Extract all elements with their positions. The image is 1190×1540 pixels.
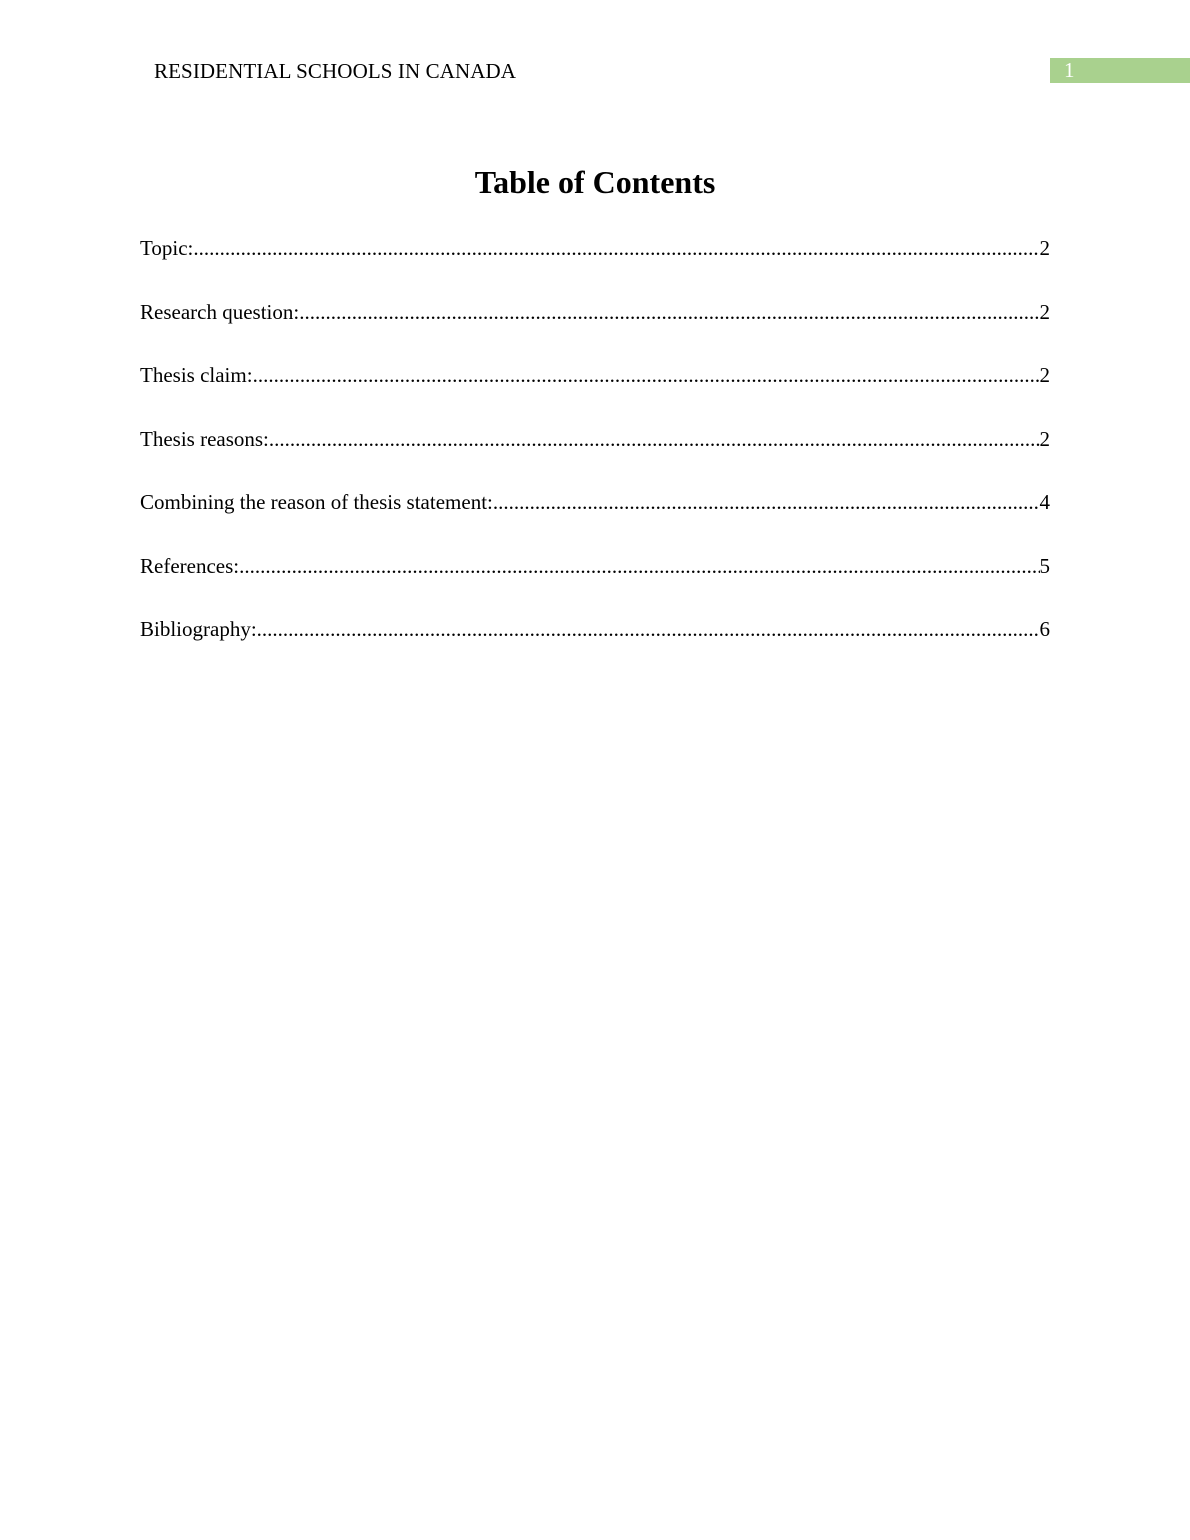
toc-dot-leader	[299, 297, 1039, 327]
toc-entry-thesis-reasons[interactable]	[140, 424, 1050, 488]
toc-entry-label: References:	[140, 553, 240, 578]
toc-entry-page: 2	[1039, 236, 1050, 260]
toc-dot-leader	[269, 424, 1040, 454]
toc-entry-label: Bibliography:	[140, 617, 257, 641]
toc-entry-page: 6	[1039, 617, 1050, 641]
toc-dot-leader	[193, 233, 1039, 263]
toc-list	[140, 233, 1050, 678]
toc-entry-label: Research question:	[140, 299, 300, 324]
toc-entry-combining-reason[interactable]	[140, 487, 1050, 551]
toc-entry-research-question[interactable]	[140, 297, 1050, 361]
toc-entry-thesis-claim[interactable]	[140, 360, 1050, 424]
page-number: 1	[1064, 58, 1075, 82]
toc-dot-leader	[239, 551, 1039, 581]
toc-entry-label: Thesis claim:	[140, 363, 253, 387]
toc-entry-page: 2	[1039, 299, 1050, 324]
toc-entry-bibliography[interactable]	[140, 614, 1050, 678]
page-number-box	[1050, 58, 1190, 83]
toc-entry-references[interactable]	[140, 551, 1050, 615]
toc-dot-leader	[493, 487, 1040, 517]
toc-entry-label: Topic:	[140, 236, 194, 260]
toc-dot-leader	[257, 614, 1040, 644]
running-head: RESIDENTIAL SCHOOLS IN CANADA	[154, 59, 517, 83]
toc-entry-page: 2	[1039, 426, 1050, 451]
toc-entry-page: 2	[1039, 363, 1050, 387]
toc-entry-label: Thesis reasons:	[140, 426, 269, 451]
toc-entry-label: Combining the reason of thesis statement:	[140, 490, 493, 514]
toc-entry-page: 5	[1039, 553, 1050, 578]
toc-title: Table of Contents	[474, 164, 716, 200]
toc-entry-topic[interactable]	[140, 233, 1050, 297]
toc-dot-leader	[253, 360, 1040, 390]
toc-entry-page: 4	[1039, 490, 1050, 514]
